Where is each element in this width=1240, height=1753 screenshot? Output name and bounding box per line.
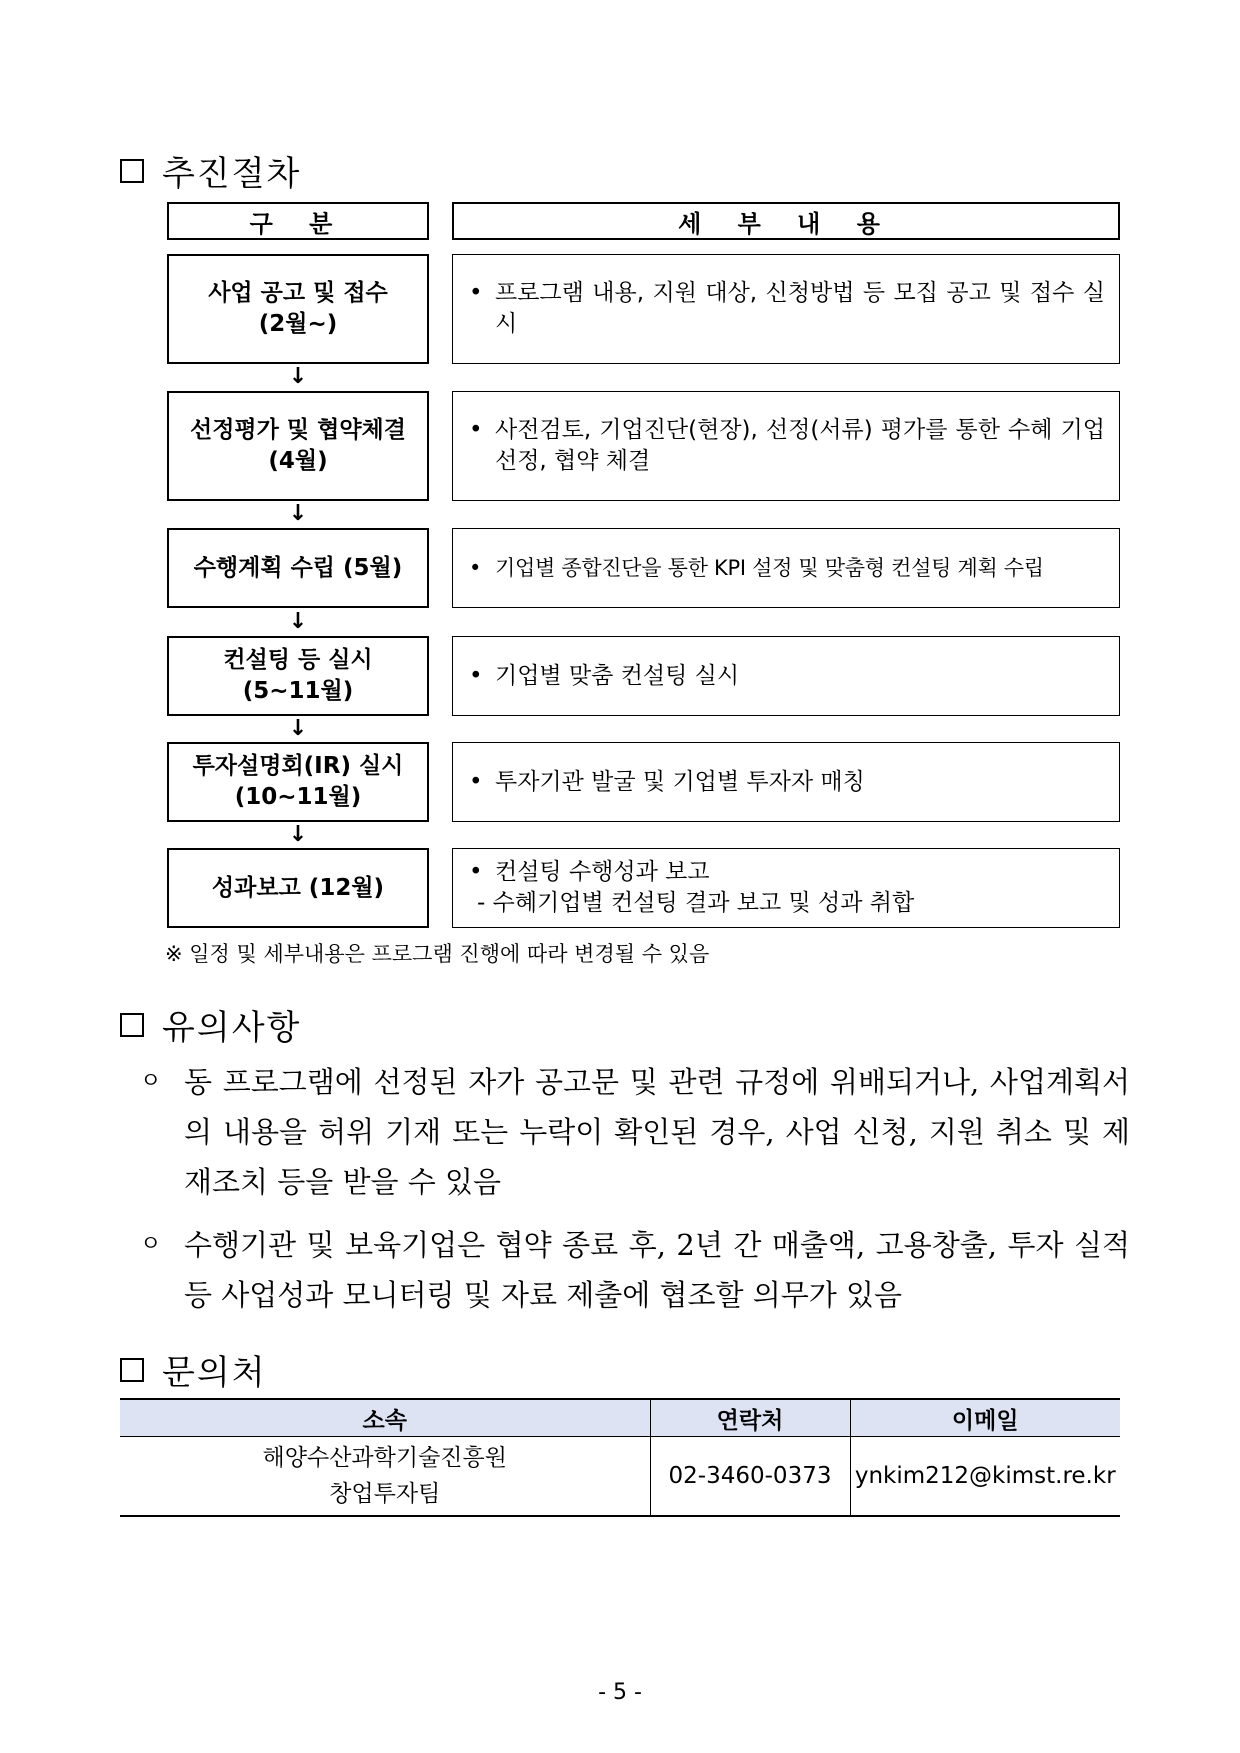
affiliation-team: 창업투자팀 bbox=[329, 1481, 441, 1507]
bullet-icon: • bbox=[469, 662, 483, 689]
circle-bullet-icon: ㅇ bbox=[140, 1069, 162, 1094]
step-title: 성과보고 (12월) bbox=[211, 874, 385, 901]
step-detail-text: 투자기관 발굴 및 기업별 투자자 매칭 bbox=[495, 768, 865, 795]
step-period: (10~11월) bbox=[234, 784, 362, 810]
step-title: 선정평가 및 협약체결 bbox=[190, 417, 406, 443]
step-period: (2월~) bbox=[258, 311, 338, 337]
step-detail bbox=[452, 742, 1120, 822]
procedure-step bbox=[167, 528, 429, 608]
step-detail-text: 컨설팅 수행성과 보고 bbox=[495, 859, 710, 885]
step-title: 컨설팅 등 실시 bbox=[223, 647, 373, 673]
note-item bbox=[140, 1057, 1130, 1207]
note-text: 동 프로그램에 선정된 자가 공고문 및 관련 규정에 위배되거나, 사업계획서의 내용을 허위 기재 또는 누락이 확인된 경우, 사업 신청, 지원 취소 및 제재조치 등을 받을 수 있음 bbox=[184, 1065, 1130, 1199]
square-bullet-icon bbox=[120, 159, 144, 183]
step-detail bbox=[452, 254, 1120, 364]
note-item bbox=[140, 1220, 1130, 1320]
procedure-step bbox=[167, 848, 429, 928]
section-heading-notes bbox=[120, 1000, 301, 1049]
procedure-step bbox=[167, 391, 429, 501]
step-period: (4월) bbox=[268, 448, 328, 474]
arrow-down-icon: ↓ bbox=[288, 364, 308, 389]
step-detail bbox=[452, 528, 1120, 608]
procedure-header-details: 세 부 내 용 bbox=[452, 202, 1120, 240]
arrow-down-icon: ↓ bbox=[288, 822, 308, 847]
step-detail-text: 사전검토, 기업진단(현장), 선정(서류) 평가를 통한 수혜 기업 선정, 협약 체결 bbox=[495, 417, 1105, 474]
affiliation-org: 해양수산과학기술진흥원 bbox=[262, 1445, 507, 1471]
step-detail-subtext: - 수혜기업별 컨설팅 결과 보고 및 성과 취합 bbox=[477, 890, 915, 916]
step-title: 사업 공고 및 접수 bbox=[208, 280, 388, 306]
section-title: 문의처 bbox=[162, 1353, 267, 1393]
header-email: 이메일 bbox=[850, 1399, 1120, 1437]
phone-cell: 02-3460-0373 bbox=[650, 1437, 850, 1517]
square-bullet-icon bbox=[120, 1013, 144, 1037]
section-title: 유의사항 bbox=[162, 1008, 302, 1048]
bullet-icon: • bbox=[469, 555, 482, 580]
arrow-down-icon: ↓ bbox=[288, 716, 308, 741]
arrow-down-icon: ↓ bbox=[288, 609, 308, 634]
section-title: 추진절차 bbox=[162, 154, 302, 194]
bullet-icon: • bbox=[469, 280, 483, 306]
header-affiliation: 소속 bbox=[120, 1399, 650, 1437]
schedule-note: ※ 일정 및 세부내용은 프로그램 진행에 따라 변경될 수 있음 bbox=[165, 942, 710, 966]
square-bullet-icon bbox=[120, 1358, 144, 1382]
contact-table bbox=[120, 1398, 1120, 1517]
step-detail-text: 기업별 맞춤 컨설팅 실시 bbox=[495, 662, 740, 689]
step-detail bbox=[452, 391, 1120, 501]
step-title: 수행계획 수립 (5월) bbox=[193, 554, 403, 581]
table-row bbox=[120, 1437, 1120, 1517]
step-period: (5~11월) bbox=[242, 678, 354, 704]
page-number: - 5 - bbox=[598, 1680, 642, 1705]
contact-table-header bbox=[120, 1399, 1120, 1437]
procedure-header-category: 구 분 bbox=[167, 202, 429, 240]
bullet-icon: • bbox=[469, 859, 483, 885]
section-heading-contact bbox=[120, 1345, 267, 1394]
email-cell[interactable]: ynkim212@kimst.re.kr bbox=[850, 1437, 1120, 1517]
procedure-step bbox=[167, 636, 429, 716]
procedure-step bbox=[167, 742, 429, 822]
step-detail bbox=[452, 848, 1120, 928]
note-text: 수행기관 및 보육기업은 협약 종료 후, 2년 간 매출액, 고용창출, 투자 실적 등 사업성과 모니터링 및 자료 제출에 협조할 의무가 있음 bbox=[184, 1228, 1130, 1312]
section-heading-procedure bbox=[120, 146, 301, 195]
procedure-step bbox=[167, 254, 429, 364]
bullet-icon: • bbox=[469, 768, 483, 795]
step-detail-text: 프로그램 내용, 지원 대상, 신청방법 등 모집 공고 및 접수 실시 bbox=[495, 280, 1105, 337]
bullet-icon: • bbox=[469, 417, 483, 443]
affiliation-cell bbox=[120, 1437, 650, 1517]
header-phone: 연락처 bbox=[650, 1399, 850, 1437]
arrow-down-icon: ↓ bbox=[288, 501, 308, 526]
step-title: 투자설명회(IR) 실시 bbox=[192, 753, 404, 779]
step-detail-text: 기업별 종합진단을 통한 KPI 설정 및 맞춤형 컨설팅 계획 수립 bbox=[495, 555, 1044, 580]
circle-bullet-icon: ㅇ bbox=[140, 1232, 162, 1257]
step-detail bbox=[452, 636, 1120, 716]
